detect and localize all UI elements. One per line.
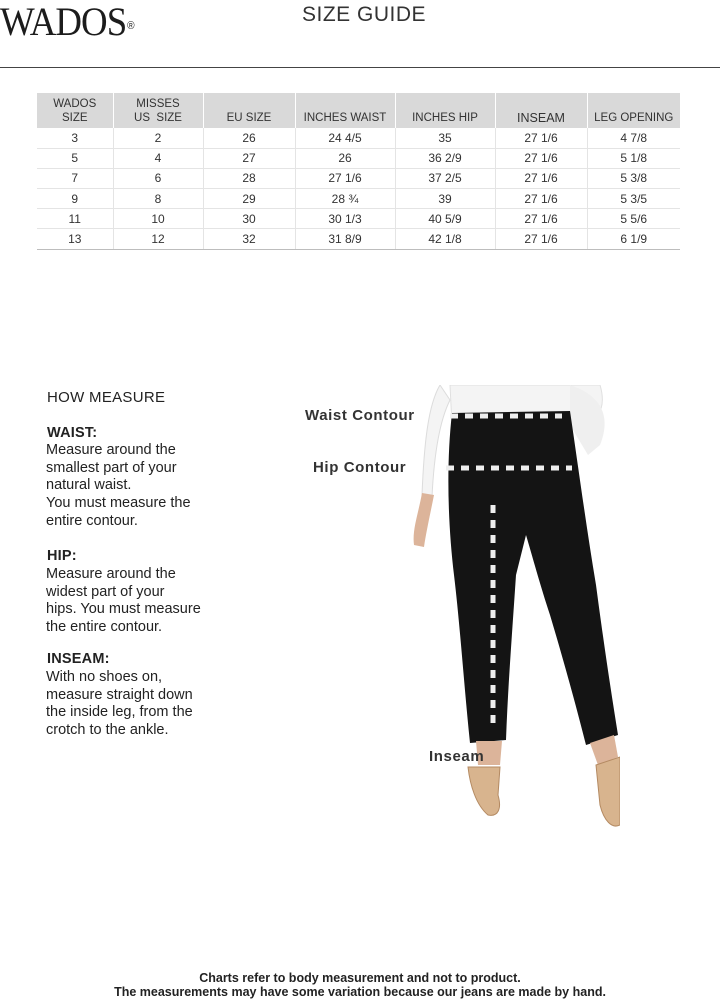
- table-cell: 27 1/6: [495, 229, 587, 249]
- table-cell: 9: [37, 189, 113, 209]
- header-inseam: INSEAM: [495, 93, 587, 128]
- left-arm: [414, 493, 434, 547]
- table-cell: 12: [113, 229, 203, 249]
- table-cell: 27 1/6: [495, 209, 587, 229]
- table-cell: 4 7/8: [587, 128, 680, 148]
- table-cell: 5 1/8: [587, 148, 680, 168]
- footer-line-2: The measurements may have some variation because our jeans are made by hand.: [114, 985, 606, 999]
- table-cell: 7: [37, 168, 113, 188]
- footer-line-1: Charts refer to body measurement and not to product.: [199, 971, 521, 985]
- hip-contour-label: Hip Contour: [313, 459, 407, 476]
- how-measure-title: HOW MEASURE: [47, 389, 166, 406]
- table-cell: 5 5/6: [587, 209, 680, 229]
- model-figure: [300, 385, 620, 845]
- pants: [448, 411, 618, 745]
- table-cell: 37 2/5: [395, 168, 495, 188]
- table-cell: 26: [203, 128, 295, 148]
- table-cell: 13: [37, 229, 113, 249]
- left-shoe: [468, 767, 500, 815]
- table-cell: 27 1/6: [495, 148, 587, 168]
- inseam-heading: INSEAM:: [47, 651, 110, 667]
- table-cell: 28: [203, 168, 295, 188]
- table-cell: 4: [113, 148, 203, 168]
- table-cell: 24 4/5: [295, 128, 395, 148]
- table-cell: 27 1/6: [495, 128, 587, 148]
- hip-heading: HIP:: [47, 548, 77, 564]
- table-cell: 31 8/9: [295, 229, 395, 249]
- header-wados-size: WADOS SIZE: [37, 93, 113, 128]
- footer-note: [0, 971, 720, 999]
- table-cell: 42 1/8: [395, 229, 495, 249]
- table-cell: 10: [113, 209, 203, 229]
- table-cell: 30: [203, 209, 295, 229]
- header-eu-size: EU SIZE: [203, 93, 295, 128]
- table-row: [37, 209, 680, 229]
- table-cell: 6 1/9: [587, 229, 680, 249]
- right-shoe: [596, 757, 620, 826]
- shirt-left-sleeve: [422, 385, 450, 497]
- table-cell: 27 1/6: [495, 168, 587, 188]
- table-cell: 32: [203, 229, 295, 249]
- table-row: [37, 128, 680, 148]
- table-cell: 3: [37, 128, 113, 148]
- table-cell: 2: [113, 128, 203, 148]
- size-table: [37, 93, 680, 250]
- table-cell: 27: [203, 148, 295, 168]
- waist-heading: WAIST:: [47, 425, 98, 441]
- table-cell: 11: [37, 209, 113, 229]
- brand-name: WADOS: [0, 0, 127, 44]
- table-cell: 28 ¾: [295, 189, 395, 209]
- header-inches-hip: INCHES HIP: [395, 93, 495, 128]
- table-cell: 35: [395, 128, 495, 148]
- table-cell: 27 1/6: [295, 168, 395, 188]
- table-cell: 36 2/9: [395, 148, 495, 168]
- table-row: [37, 168, 680, 188]
- page-title: SIZE GUIDE: [302, 3, 427, 26]
- header-inches-waist: INCHES WAIST: [295, 93, 395, 128]
- registered-mark: ®: [127, 20, 134, 32]
- table-row: [37, 189, 680, 209]
- table-cell: 27 1/6: [495, 189, 587, 209]
- header-divider: [0, 67, 720, 68]
- header-misses-us-size: MISSES US SIZE: [113, 93, 203, 128]
- table-cell: 5: [37, 148, 113, 168]
- table-header-row: [37, 93, 680, 128]
- table-cell: 5 3/8: [587, 168, 680, 188]
- table-cell: 6: [113, 168, 203, 188]
- waist-instructions: Measure around the smallest part of your natural waist. You must measure the entire contour.: [46, 442, 191, 529]
- table-cell: 5 3/5: [587, 189, 680, 209]
- table-row: [37, 148, 680, 168]
- table-cell: 8: [113, 189, 203, 209]
- table-cell: 40 5/9: [395, 209, 495, 229]
- table-cell: 29: [203, 189, 295, 209]
- inseam-label: Inseam: [429, 748, 485, 765]
- table-cell: 39: [395, 189, 495, 209]
- header-leg-opening: LEG OPENING: [587, 93, 680, 128]
- hip-instructions: Measure around the widest part of your hips. You must measure the entire contour.: [46, 566, 201, 636]
- inseam-instructions: With no shoes on, measure straight down the inside leg, from the crotch to the ankle.: [46, 669, 193, 739]
- table-cell: 30 1/3: [295, 209, 395, 229]
- table-row: [37, 229, 680, 249]
- table-cell: 26: [295, 148, 395, 168]
- waist-contour-label: Waist Contour: [305, 407, 415, 424]
- brand-logo: [0, 0, 133, 45]
